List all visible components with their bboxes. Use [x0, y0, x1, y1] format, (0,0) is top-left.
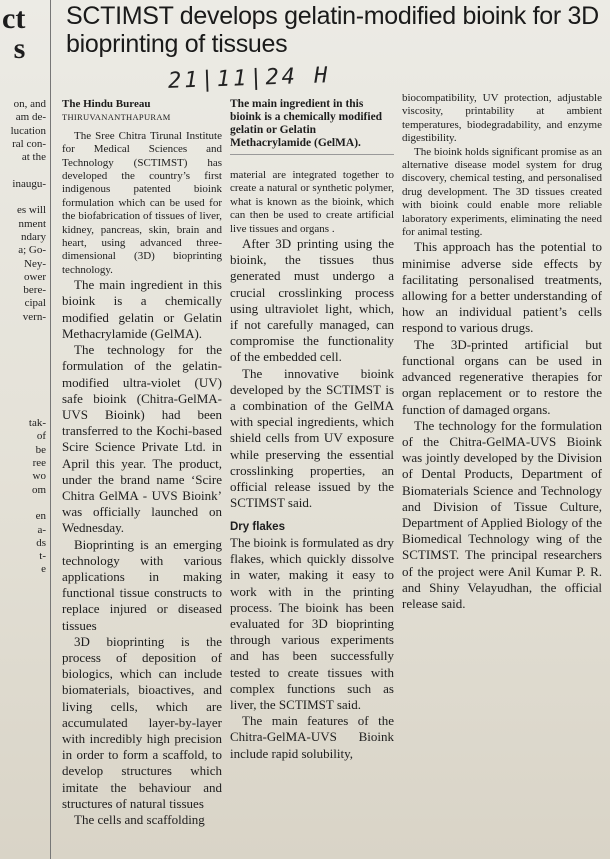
pull-quote: The main ingredient in this bioink is a chemically modified gelatin or Gelatin Methacrylamide (GelMA). — [230, 98, 394, 155]
adjacent-text-line — [0, 377, 46, 390]
adjacent-text-line: lucation — [10, 124, 46, 137]
paragraph: biocompatibility, UV protection, adjustable viscosity, printability at ambient temperatures, biodegradability, and enzyme digestibility. — [402, 92, 602, 145]
adjacent-text-line: nment — [18, 217, 46, 230]
paragraph: 3D bioprinting is the process of deposition of biologics, which can include biomaterials, bioactives, and living cells, which are accumulated layer-by-layer with incredibly high precision in order to form a scaffold, to develop structures which imitate the behaviour and structures of natural tissues — [62, 633, 222, 811]
column-divider — [50, 0, 51, 859]
adjacent-text-line — [0, 364, 46, 377]
adjacent-text-line: a- — [37, 523, 46, 536]
article-column-2 — [230, 98, 394, 762]
adjacent-text-line — [0, 497, 46, 510]
paragraph: The main ingredient in this bioink is a chemically modified gelatin or Gelatin Methacrylamide (GelMA). — [62, 277, 222, 341]
article-column-3 — [402, 92, 602, 612]
adjacent-text-line: t- — [39, 550, 46, 563]
handwritten-date: 21|11|24 H — [167, 63, 331, 94]
adjacent-text-line — [0, 404, 46, 417]
adjacent-text-line: ndary — [20, 230, 46, 243]
adjacent-text-line: tak- — [28, 417, 46, 430]
adjacent-text-lines — [0, 98, 46, 577]
paragraph: The bioink is formulated as dry flakes, which quickly dissolve in water, making it easy to work with in the printing process. The bioink has been evaluated for 3D bioprinting through various experiments and has been successfully tested to create tissues with complex functions such as liver, the SCTIMST said. — [230, 534, 394, 712]
paragraph: The cells and scaffolding — [74, 811, 205, 827]
adjacent-text-line: wo — [32, 470, 46, 483]
adjacent-text-line: inaugu- — [12, 177, 46, 190]
adjacent-text-line: cipal — [24, 297, 46, 310]
adjacent-text-line — [0, 191, 46, 204]
subheading: Dry flakes — [230, 521, 285, 534]
paragraph: The Sree Chitra Tirunal Institute for Medical Sciences and Technology (SCTIMST) has developed the country’s first indigenous patented bioink formulation which can be used for the biofabrication of tissues of liver, kidney, pancreas, skin, brain and heart, using advanced three-dimensional (3D) bioprinting technology. — [62, 129, 222, 276]
adjacent-text-line: of — [36, 430, 46, 443]
adjacent-headline-fragment: ct s — [2, 2, 26, 65]
adjacent-text-line: om — [31, 483, 46, 496]
paragraph: The bioink holds significant promise as an alternative disease model system for drug discovery, chemical testing, and personalised drug development. The 3D tissues created with bioink could enable more reliable laboratory experiments, eliminating the need for animal testing. — [402, 145, 602, 239]
adjacent-text-line: e — [41, 563, 46, 576]
paragraph: The innovative bioink developed by the SCTIMST is a combination of the GelMA with special ingredients, which shield cells from UV exposure while preserving the essential crosslinking properties, an official release issued by the SCTIMST said. — [230, 365, 394, 511]
article-column-1 — [62, 98, 222, 828]
dateline-place: THIRUVANANTHAPURAM — [62, 112, 171, 123]
adjacent-text-line — [0, 351, 46, 364]
adjacent-text-line: a; Go- — [18, 244, 46, 257]
adjacent-text-line: ds — [36, 536, 46, 549]
paragraph: The technology for the formulation of the gelatin-modified ultra-violet (UV) safe bioink (Chitra-GelMA-UVS Bioink) had been transferred to the Kochi-based Scire Science Private Ltd. in April this year. The product, under the brand name ‘Scire Chitra GelMA - UVS Bioink’ was officially launched on Wednesday. — [62, 342, 222, 536]
paragraph: material are integrated together to create a natural or synthetic polymer, what is known as the bioink, which can then be used to create artificial live tissues and organs . — [230, 169, 394, 235]
adjacent-text-line — [0, 164, 46, 177]
adjacent-article-fragment — [0, 0, 48, 859]
paragraph: After 3D printing using the bioink, the tissues thus generated must undergo a crucial crosslinking process using ultraviolet light, which, if not carefully managed, can compromise the functionality of the embedded cell. — [230, 236, 394, 365]
adjacent-text-line: es will — [16, 204, 46, 217]
adjacent-text-line: Ney- — [24, 257, 46, 270]
adjacent-text-line — [0, 324, 46, 337]
adjacent-text-line: at the — [21, 151, 46, 164]
adjacent-text-line: ower — [24, 270, 46, 283]
adjacent-text-line: ral con- — [12, 137, 46, 150]
paragraph: The 3D-printed artificial but functional organs can be used in advanced regenerative therapies for organ replacement or to restore the function of damaged organs. — [402, 336, 602, 417]
adjacent-text-line: vern- — [22, 310, 46, 323]
paragraph: Bioprinting is an emerging technology with various applications in making functional tissue constructs to replace injured or diseased tissues — [62, 536, 222, 633]
paragraph: This approach has the potential to minimise adverse side effects by facilitating personalised treatments, allowing for a better understanding of how an individual patient’s cells respond to various drugs. — [402, 239, 602, 336]
adjacent-text-line — [0, 337, 46, 350]
adjacent-text-line: en — [35, 510, 46, 523]
paragraph: The technology for the formulation of the Chitra-GelMA-UVS Bioink was jointly developed by the Division of Dental Products, Department of Biomaterials Science and Technology and Division of Tissue Culture, Department of Applied Biology of the Biomedical Technology wing of the SCTIMST. The principal researchers of the project were Anil Kumar P. R. and Shiny Velayudhan, the official release said. — [402, 417, 602, 611]
adjacent-text-line — [0, 391, 46, 404]
adjacent-text-line: be — [35, 443, 46, 456]
adjacent-text-line: bere- — [23, 284, 46, 297]
adjacent-text-line: am de- — [15, 111, 46, 124]
adjacent-text-line: ree — [32, 457, 46, 470]
paragraph: The main features of the Chitra-GelMA-UVS Bioink include rapid solubility, — [230, 713, 394, 761]
byline: The Hindu Bureau — [62, 98, 151, 110]
adjacent-text-line: on, and — [13, 98, 46, 110]
headline: SCTIMST develops gelatin-modified bioink for 3D bioprinting of tissues — [66, 2, 599, 58]
